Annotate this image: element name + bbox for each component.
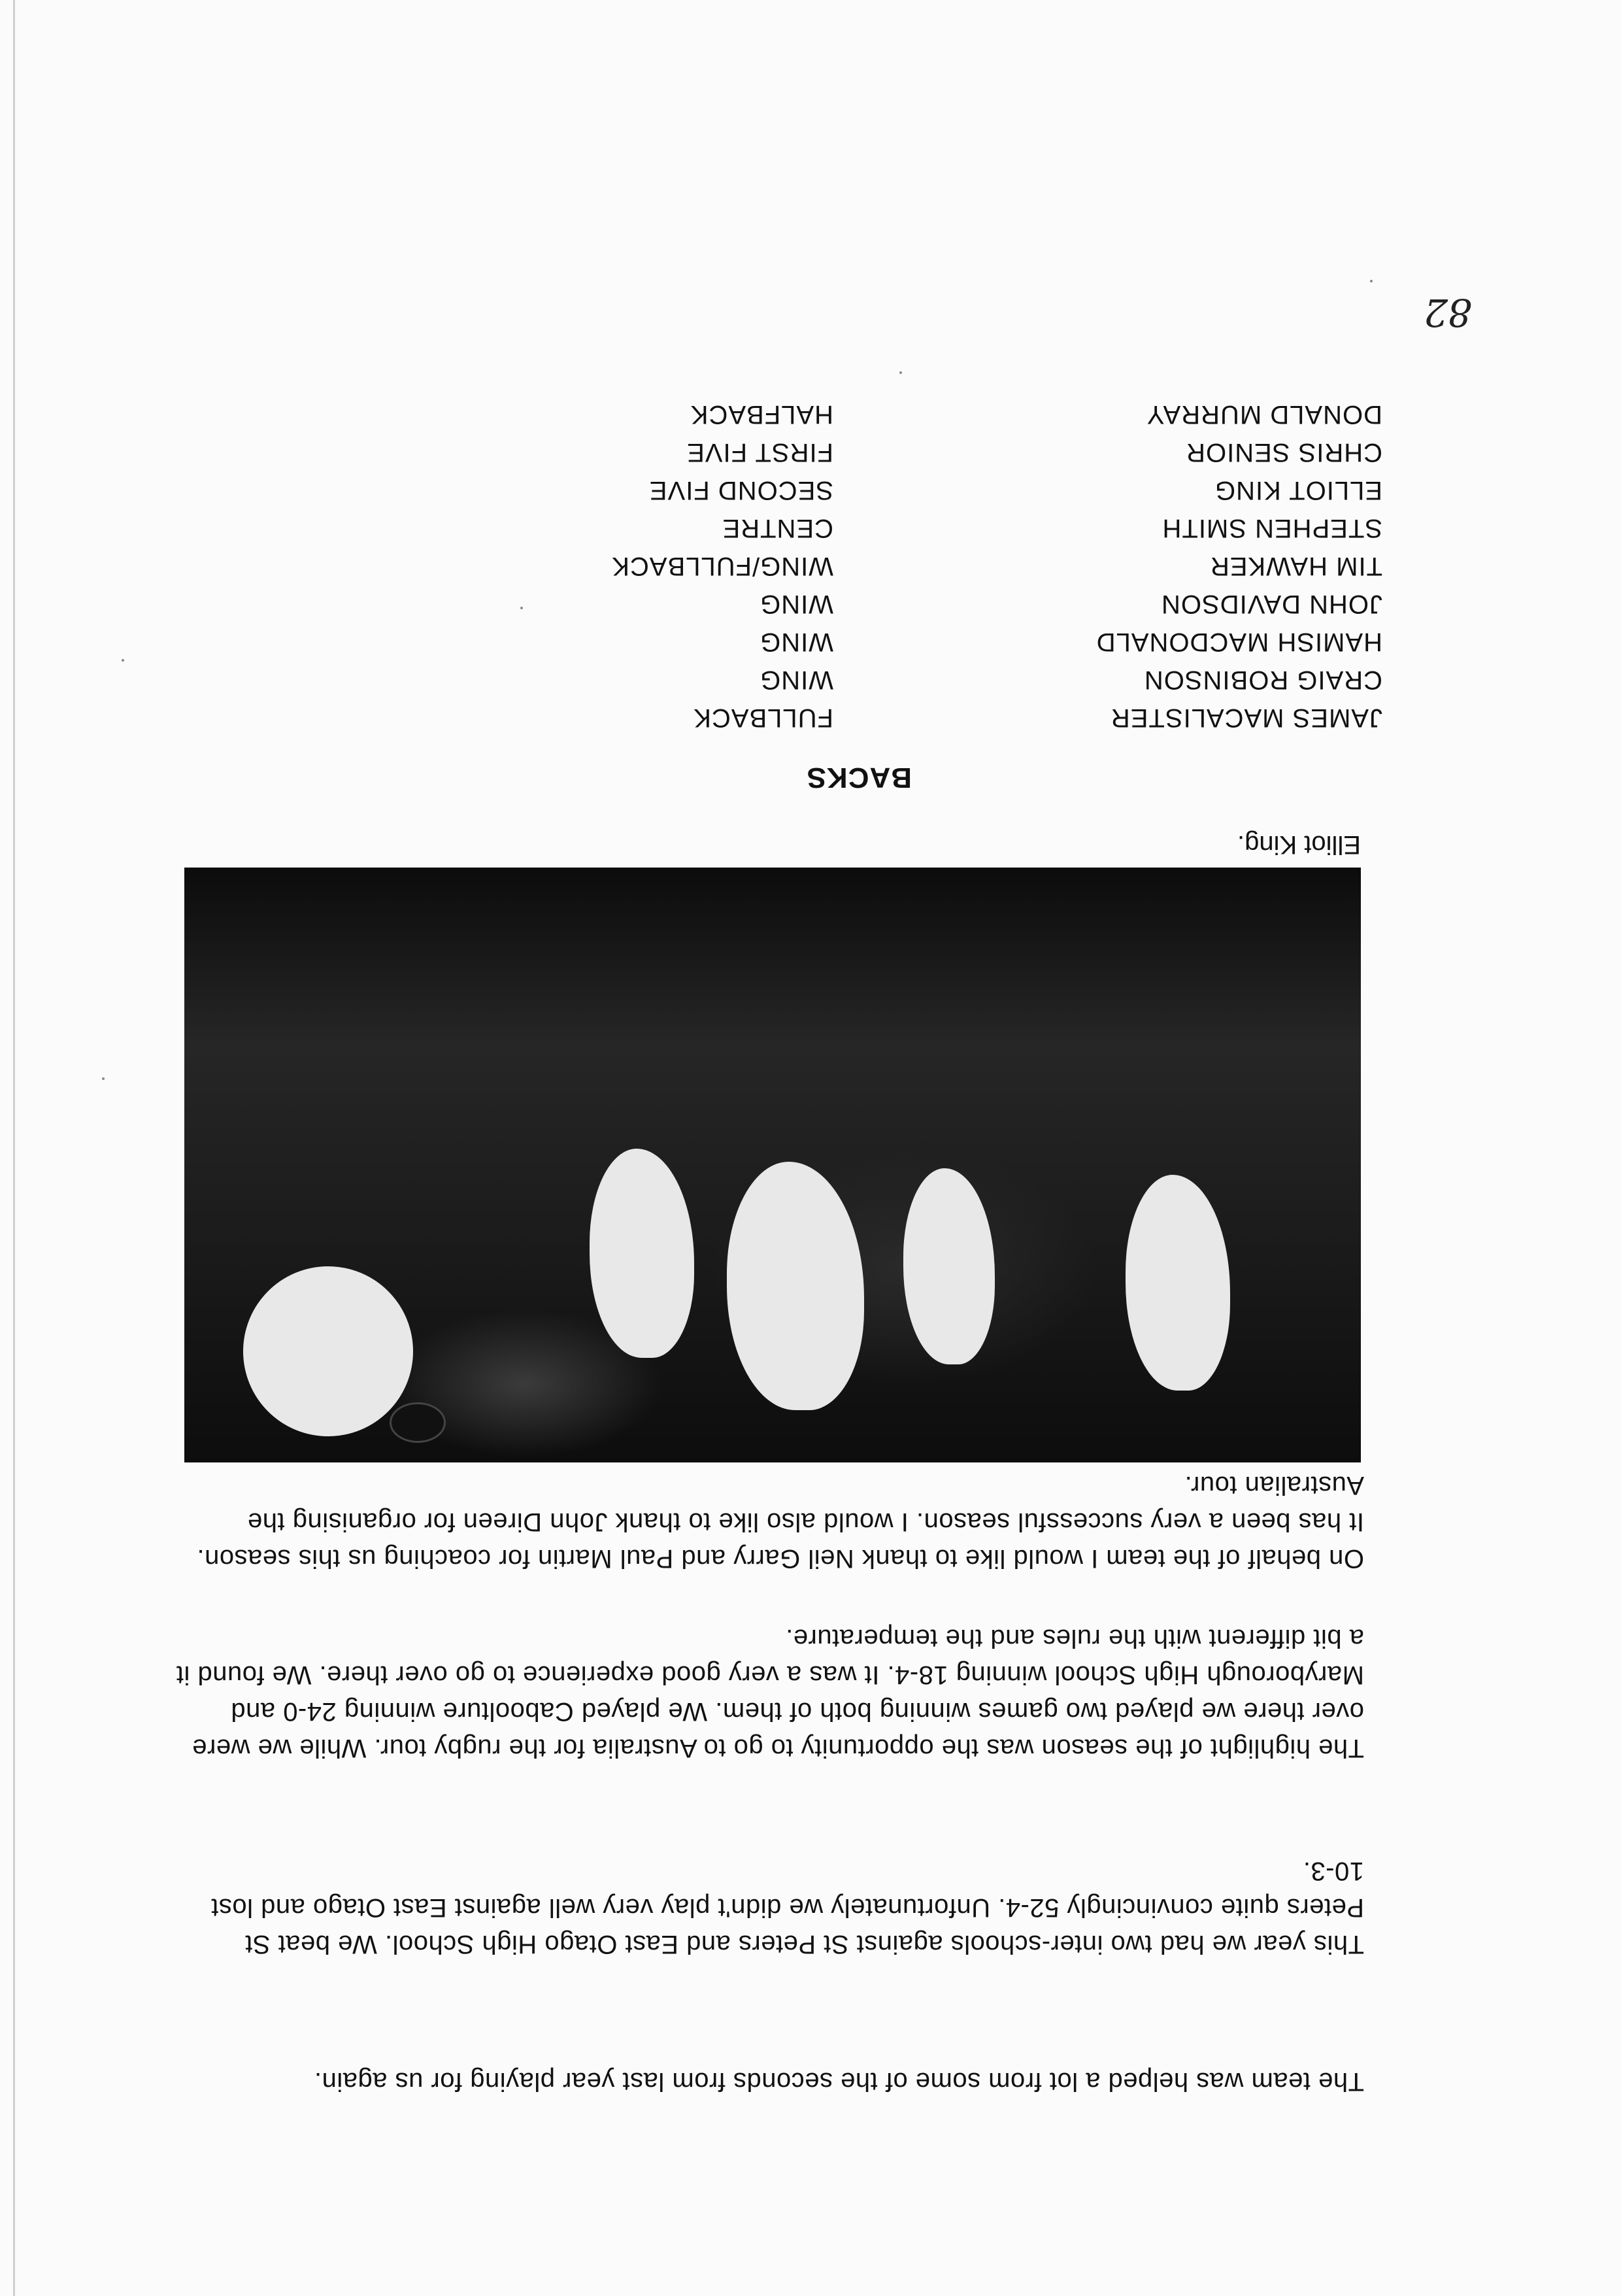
player-position: HALFBACK bbox=[690, 400, 833, 429]
section-title: BACKS bbox=[806, 762, 912, 794]
player-position: WING bbox=[760, 590, 833, 618]
player-position: WING/FULLBACK bbox=[611, 552, 833, 581]
player-figure bbox=[243, 1266, 413, 1436]
player-position: SECOND FIVE bbox=[648, 476, 833, 505]
player-position: CENTRE bbox=[722, 514, 833, 543]
roster-row bbox=[611, 433, 1382, 471]
roster-row bbox=[611, 547, 1382, 585]
player-position: FIRST FIVE bbox=[686, 438, 833, 467]
player-figure bbox=[1126, 1175, 1230, 1391]
photo-caption: Elliot King. bbox=[1237, 830, 1361, 859]
roster-row bbox=[611, 699, 1382, 737]
page-number: 82 bbox=[1424, 290, 1472, 335]
roster-row bbox=[611, 396, 1382, 433]
roster-row bbox=[611, 509, 1382, 547]
paragraph-intro bbox=[175, 2027, 1364, 2100]
player-name: DONALD MURRAY bbox=[1146, 400, 1382, 429]
roster-row bbox=[611, 585, 1382, 623]
paragraph: The team was helped a lot from some of the seconds from last year playing for us again. bbox=[314, 2067, 1364, 2096]
scan-edge-line bbox=[13, 0, 15, 2296]
player-position: WING bbox=[760, 628, 833, 656]
player-name: CHRIS SENIOR bbox=[1186, 438, 1382, 467]
paragraph: This year we had two inter-schools against St Peters and East Otago High School. We beat St Peters quite convincingly 52-4. Unfortunately we didn't play very well against East Otago and lost 10-3. bbox=[210, 1857, 1364, 1959]
rugby-action-photo bbox=[184, 868, 1361, 1462]
player-name: ELLIOT KING bbox=[1214, 476, 1382, 505]
paragraph: On behalf of the team I would like to thank Neil Garry and Paul Martin for coaching us this season. It has been a very successful season. I would also like to thank John Direen for organising the Australian tour. bbox=[197, 1471, 1364, 1573]
scan-speck bbox=[899, 371, 902, 374]
roster-row bbox=[611, 471, 1382, 509]
paragraph: The highlight of the season was the opportunity to go to Australia for the rugby tour. While we were over there we played two games winning both of them. We played Caboolture winning 24-0 and Maryborough High School winning 18-4. It was a very good experience to go over there. We found it a bit different with the rules and the temperature. bbox=[176, 1624, 1364, 1763]
roster-row bbox=[611, 661, 1382, 699]
paragraph-interschools bbox=[175, 1816, 1364, 1963]
paragraph-tour bbox=[175, 1583, 1364, 1766]
scan-speck bbox=[520, 607, 523, 609]
player-name: STEPHEN SMITH bbox=[1161, 514, 1382, 543]
player-figure bbox=[727, 1162, 864, 1410]
player-position: FULLBACK bbox=[693, 703, 833, 732]
paragraph-thanks bbox=[175, 1430, 1364, 1577]
player-name: HAMISH MACDONALD bbox=[1095, 628, 1382, 656]
player-figure bbox=[903, 1168, 995, 1364]
scan-speck bbox=[102, 1077, 105, 1080]
player-name: JOHN DAVIDSON bbox=[1161, 590, 1382, 618]
roster-row bbox=[611, 623, 1382, 661]
player-figure bbox=[590, 1149, 694, 1358]
player-name: CRAIG ROBINSON bbox=[1143, 666, 1382, 694]
player-name: JAMES MACALISTER bbox=[1110, 703, 1382, 732]
scan-speck bbox=[1370, 280, 1373, 282]
roster-list bbox=[611, 396, 1382, 737]
scan-speck bbox=[122, 659, 124, 662]
player-name: TIM HAWKER bbox=[1209, 552, 1382, 581]
player-position: WING bbox=[760, 666, 833, 694]
